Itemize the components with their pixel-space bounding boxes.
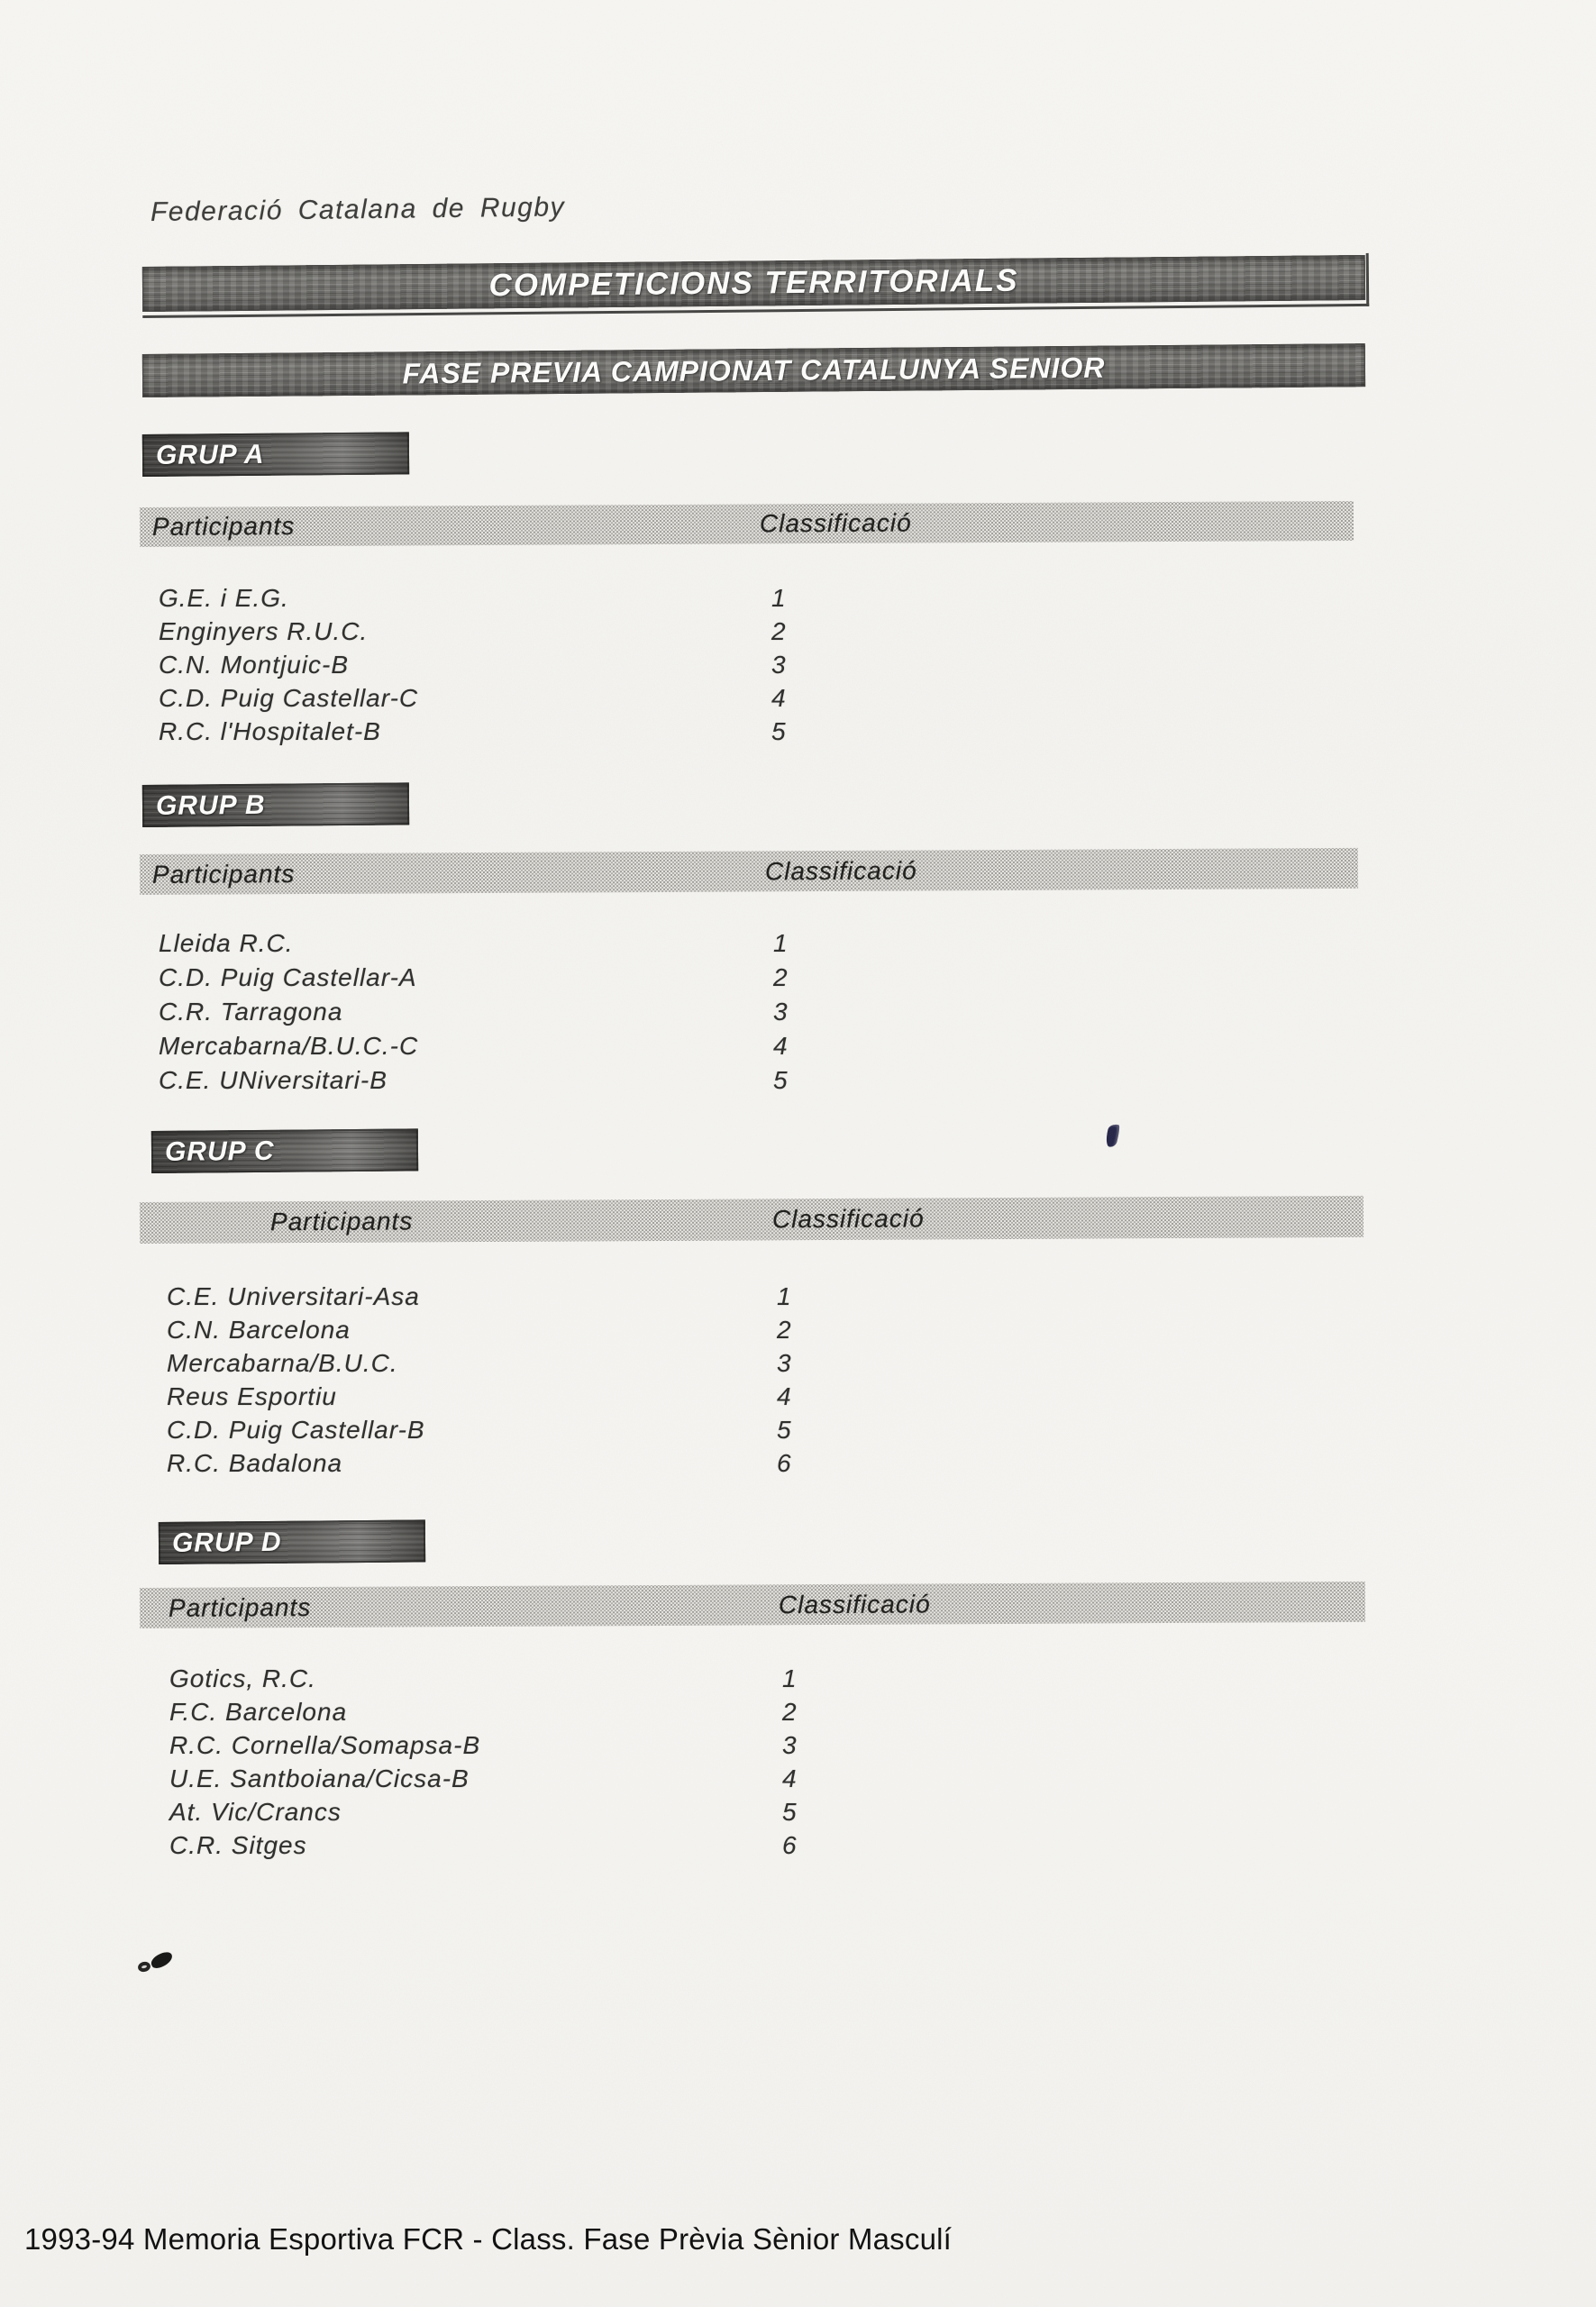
rank-value: 4 — [773, 1032, 789, 1060]
table-row — [140, 1313, 1365, 1346]
badge-grup-d — [159, 1519, 425, 1564]
team-name: Mercabarna/B.U.C. — [167, 1348, 398, 1377]
banner-fase-previa — [142, 343, 1365, 397]
group-label: GRUP D — [171, 1527, 282, 1558]
table-row — [140, 1762, 1365, 1795]
team-name: Reus Esportiu — [167, 1381, 337, 1410]
group-d-rows — [140, 1662, 1365, 1862]
rank-value: 3 — [782, 1730, 798, 1759]
table-row — [140, 1695, 1365, 1728]
rank-value: 1 — [782, 1664, 798, 1692]
rank-value: 5 — [782, 1797, 798, 1826]
team-name: R.C. Badalona — [167, 1448, 343, 1477]
rank-value: 5 — [771, 716, 787, 745]
page-caption: 1993-94 Memoria Esportiva FCR - Class. Fase Prèvia Sènior Masculí — [24, 2222, 953, 2256]
rank-value: 5 — [773, 1066, 789, 1094]
classificacio-column-header: Classificació — [771, 1204, 925, 1234]
badge-grup-c — [151, 1128, 418, 1173]
rank-value: 3 — [777, 1348, 792, 1377]
table-row — [140, 1662, 1365, 1695]
team-name: Enginyers R.U.C. — [159, 616, 369, 645]
rank-value: 3 — [771, 650, 787, 679]
rank-value: 3 — [773, 998, 789, 1026]
banner-competicions-territorials — [142, 255, 1365, 312]
table-row — [140, 715, 1365, 748]
table-row — [140, 1063, 1365, 1098]
team-name: C.D. Puig Castellar-C — [159, 683, 419, 712]
table-row — [140, 926, 1365, 961]
group-label: GRUP C — [164, 1135, 275, 1167]
participants-column-header: Participants — [151, 512, 296, 541]
table-row — [140, 961, 1365, 995]
team-name: U.E. Santboiana/Cicsa-B — [169, 1764, 470, 1792]
rank-value: 4 — [777, 1381, 792, 1410]
table-row — [140, 648, 1365, 681]
table-row — [140, 1413, 1365, 1446]
team-name: G.E. i E.G. — [159, 583, 289, 612]
team-name: Mercabarna/B.U.C.-C — [159, 1032, 419, 1060]
classificacio-column-header: Classificació — [764, 855, 917, 885]
rank-value: 2 — [777, 1315, 792, 1344]
badge-grup-a — [142, 432, 409, 477]
table-row — [140, 1346, 1365, 1380]
rank-value: 5 — [777, 1415, 792, 1444]
table-row — [140, 1795, 1365, 1828]
rank-value: 1 — [771, 583, 787, 612]
table-row — [140, 581, 1365, 615]
table-row — [140, 1728, 1365, 1762]
pen-mark — [1104, 1123, 1121, 1148]
team-name: C.E. UNiversitari-B — [159, 1066, 388, 1094]
table-row — [140, 1280, 1365, 1313]
group-label: GRUP A — [155, 439, 265, 470]
participants-column-header: Participants — [151, 859, 296, 889]
group-c-rows — [140, 1280, 1365, 1480]
column-header-band — [140, 501, 1354, 547]
rank-value: 4 — [771, 683, 787, 712]
rank-value: 6 — [782, 1830, 798, 1859]
participants-column-header: Participants — [269, 1207, 414, 1236]
team-name: C.E. Universitari-Asa — [167, 1281, 420, 1310]
column-header-band — [140, 1582, 1365, 1628]
table-row — [140, 1029, 1365, 1063]
team-name: C.D. Puig Castellar-A — [159, 963, 417, 991]
team-name: F.C. Barcelona — [169, 1697, 348, 1726]
team-name: C.D. Puig Castellar-B — [167, 1415, 425, 1444]
table-row — [140, 995, 1365, 1029]
column-header-band — [140, 848, 1358, 895]
ink-smudge-ring — [137, 1960, 151, 1973]
team-name: C.N. Barcelona — [167, 1315, 351, 1344]
team-name: R.C. l'Hospitalet-B — [159, 716, 381, 745]
group-a-rows — [140, 581, 1365, 748]
ink-smudge-blob — [149, 1950, 175, 1971]
team-name: R.C. Cornella/Somapsa-B — [169, 1730, 481, 1759]
rank-value: 1 — [777, 1281, 792, 1310]
classificacio-column-header: Classificació — [759, 508, 912, 538]
banner-main-label: COMPETICIONS TERRITORIALS — [488, 262, 1019, 304]
rank-value: 2 — [771, 616, 787, 645]
badge-grup-b — [142, 782, 409, 827]
team-name: Lleida R.C. — [159, 929, 294, 957]
rank-value: 4 — [782, 1764, 798, 1792]
team-name: At. Vic/Crancs — [169, 1797, 342, 1826]
rank-value: 6 — [777, 1448, 792, 1477]
table-row — [140, 1446, 1365, 1480]
team-name: C.R. Tarragona — [159, 998, 343, 1026]
rank-value: 2 — [782, 1697, 798, 1726]
table-row — [140, 1828, 1365, 1862]
table-row — [140, 1380, 1365, 1413]
group-label: GRUP B — [155, 789, 266, 821]
group-b-rows — [140, 926, 1365, 1098]
column-header-band — [140, 1196, 1363, 1244]
rank-value: 1 — [773, 929, 789, 957]
banner-sub-label: FASE PREVIA CAMPIONAT CATALUNYA SENIOR — [402, 351, 1106, 389]
table-row — [140, 681, 1365, 715]
team-name: C.N. Montjuic-B — [159, 650, 350, 679]
classificacio-column-header: Classificació — [778, 1589, 931, 1619]
participants-column-header: Participants — [168, 1592, 312, 1622]
letterhead: Federació Catalana de Rugby — [150, 192, 566, 227]
rank-value: 2 — [773, 963, 789, 991]
table-row — [140, 615, 1365, 648]
ink-smudge — [138, 1952, 178, 1979]
team-name: Gotics, R.C. — [169, 1664, 316, 1692]
team-name: C.R. Sitges — [169, 1830, 307, 1859]
